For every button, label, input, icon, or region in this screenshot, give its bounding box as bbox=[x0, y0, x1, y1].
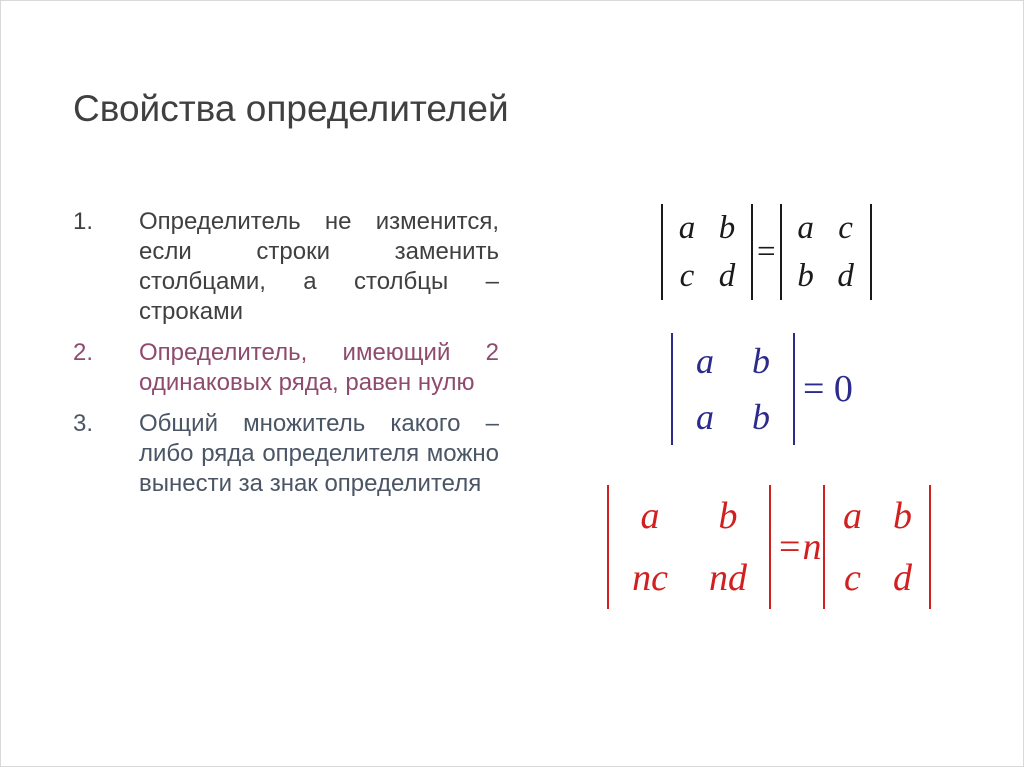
list-item bbox=[73, 338, 503, 398]
matrix-cell: d bbox=[837, 258, 854, 294]
matrix-cell: nd bbox=[709, 557, 747, 599]
multiplier: n bbox=[802, 526, 822, 568]
matrix-cell: b bbox=[718, 210, 736, 246]
matrix-cell: b bbox=[752, 341, 770, 381]
list-text: Определитель, имеющий 2 одинаковых ряда, равен нулю bbox=[139, 339, 499, 396]
matrix-cell: a bbox=[640, 495, 660, 537]
determinant-right bbox=[780, 204, 872, 300]
matrix-cell: b bbox=[892, 495, 912, 537]
equals-sign: = bbox=[779, 526, 801, 568]
determinant bbox=[671, 333, 795, 445]
formula-common-factor bbox=[607, 485, 931, 609]
list-number: 3. bbox=[73, 410, 94, 437]
list-number: 1. bbox=[73, 208, 94, 235]
matrix-cell: c bbox=[844, 557, 861, 599]
list-item bbox=[73, 207, 503, 327]
matrix-cell: a bbox=[842, 495, 862, 537]
matrix-cell: a bbox=[696, 397, 714, 437]
slide-title: Свойства определителей bbox=[73, 88, 509, 129]
properties-list bbox=[73, 207, 503, 510]
list-number: 2. bbox=[73, 339, 94, 366]
matrix-cell: nc bbox=[632, 557, 668, 599]
matrix-cell: a bbox=[678, 210, 696, 246]
list-text: Общий множитель какого – либо ряда определителя можно вынести за знак определителя bbox=[139, 410, 499, 497]
determinant-left bbox=[661, 204, 753, 300]
list-text: Определитель не изменится, если строки заменить столбцами, а столбцы – строками bbox=[139, 208, 499, 325]
equals-sign: = bbox=[757, 233, 776, 270]
matrix-cell: b bbox=[797, 258, 814, 294]
matrix-cell: c bbox=[679, 258, 695, 294]
list-item bbox=[73, 409, 503, 499]
matrix-cell: d bbox=[892, 557, 912, 599]
formula-transpose bbox=[661, 204, 872, 300]
matrix-cell: d bbox=[718, 258, 736, 294]
determinant-left bbox=[607, 485, 771, 609]
determinant-right bbox=[823, 485, 931, 609]
matrix-cell: a bbox=[696, 341, 714, 381]
matrix-cell: b bbox=[718, 495, 738, 537]
matrix-cell: b bbox=[752, 397, 770, 437]
result-zero: = 0 bbox=[803, 368, 853, 410]
formula-equal-rows bbox=[671, 333, 853, 445]
matrix-cell: c bbox=[838, 210, 853, 246]
matrix-cell: a bbox=[797, 210, 814, 246]
